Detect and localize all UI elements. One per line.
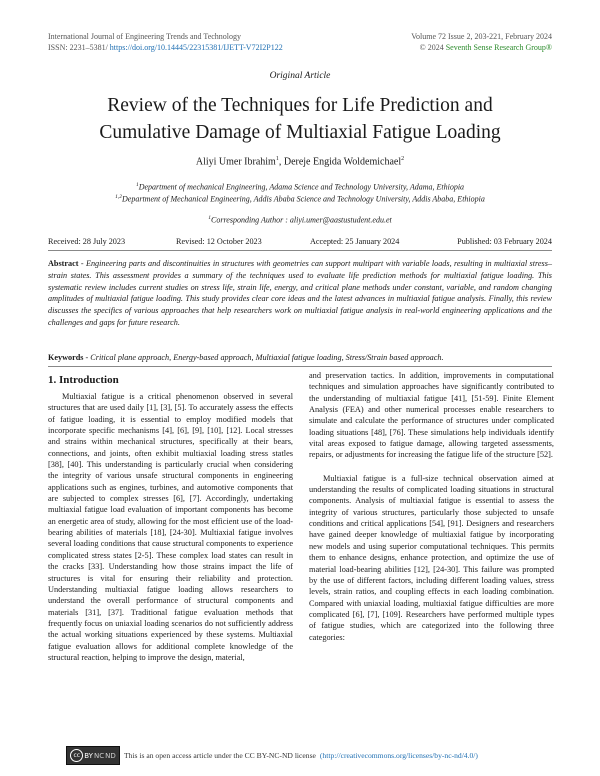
divider-top	[48, 250, 552, 251]
author-list	[0, 156, 600, 167]
affiliation-2-sup: 1,2	[115, 194, 123, 200]
nd-label: ND	[105, 751, 116, 760]
volume-header	[411, 31, 552, 53]
issn: ISSN: 2231–5381/	[48, 43, 108, 52]
abstract-label: Abstract	[48, 259, 79, 268]
published-date: Published: 03 February 2024	[457, 237, 552, 246]
copyright-year: © 2024	[419, 43, 444, 52]
license-footer	[66, 746, 552, 765]
right-paragraph-1: and preservation tactics. In addition, improvements in computational techniques and simulation approaches have significantly contributed to the understanding of multiaxial fatigue [41], [51-59]. Finite Element Analysis (FEA) and other numerical processes enable researchers to simulate and calculate the performance of structures under complicated loading situations [48], [76]. These simulations help individuals identify vital areas exposed to fatigue damage, allowing targeted assessments, repairs, or adjustments for increasing the fatigue life of the structure [52].	[309, 371, 554, 460]
journal-header	[48, 31, 283, 53]
received-date: Received: 28 July 2023	[48, 237, 126, 246]
keywords-label: Keywords	[48, 353, 84, 362]
title-line-1: Review of the Techniques for Life Prediction and	[107, 95, 493, 116]
affiliation-1-text: Department of mechanical Engineering, Adama Science and Technology University, Adama, Ethiopia	[138, 182, 465, 192]
divider-bottom	[48, 366, 552, 367]
title-line-2: Cumulative Damage of Multiaxial Fatigue Loading	[99, 122, 501, 143]
affiliation-1-sup: 1	[135, 182, 139, 188]
corresponding-sup: 1	[208, 215, 212, 221]
revised-date: Revised: 12 October 2023	[176, 237, 262, 246]
copyright-line	[411, 42, 552, 53]
journal-name: International Journal of Engineering Trends and Technology	[48, 32, 242, 41]
keywords-text: - Critical plane approach, Energy-based approach, Multiaxial fatigue loading, Stress/Strain based approach.	[83, 353, 444, 362]
publisher-name: Seventh Sense Research Group®	[445, 43, 552, 52]
license-link[interactable]: (http://creativecommons.org/licenses/by-nc-nd/4.0/)	[319, 751, 478, 760]
doi-link[interactable]: https://doi.org/10.14445/22315381/IJETT-V72I2P122	[109, 43, 283, 52]
volume-info: Volume 72 Issue 2, 203-221, February 2024	[411, 32, 552, 41]
author-2: Dereje Engida Woldemichael	[283, 156, 402, 168]
author-1-sup: 1	[275, 156, 279, 162]
section-heading: 1. Introduction	[48, 374, 119, 386]
affiliation-2	[0, 192, 600, 205]
left-column	[48, 391, 293, 663]
article-type: Original Article	[269, 71, 331, 81]
by-label: BY	[84, 751, 93, 760]
author-2-sup: 2	[401, 156, 405, 162]
affiliation-2-text: Department of Mechanical Engineering, Addis Ababa Science and Technology University, Addis Ababa, Ethiopia	[122, 194, 485, 204]
left-paragraph-1: Multiaxial fatigue is a critical phenomenon observed in several structures that are used daily [1], [3], [5]. To accurately assess the effects of fatigue loading, it is essential to employ modified models that incorporate specific mechanisms [4], [6], [9], [10], [12]. Local stresses and strains within mechanical structures, specifically at their bears, connections, and joints, often exhibit multiaxial loading stress statles [38], [40]. This understanding is particularly crucial when considering the integrity of various unsafe structural components in engineering applications such as engines, turbines, and automotive components that are subjected to complex stresses [6], [7]. Accordingly, undertaking multiaxial fatigue load evaluation of important components has become an energetic area of study, allowing for the most efficient use of the load-bearing abilities of materials [18], [24-30]. Multiaxial fatigue involves several loading conditions that cause structural components to experience complicated stress states [2-5]. These complex load states can result in the cracks [33]. Understanding how those strains impact the life of structures is vital for ensuring their reliability and protection. Understanding multiaxial fatigue loading allows researchers to understand the overall performance of structural components and materials [31], [37]. Traditional fatigue evaluation methods that frequently focus on uniaxial loading scenarios do not sufficiently address the actual working situations experienced by these systems. Multiaxial fatigue evaluation allows for additional complete knowledge of the structural reaction, helping to improve the design, material,	[48, 392, 293, 662]
keywords	[48, 352, 552, 363]
nc-label: NC	[93, 751, 105, 760]
author-separator: ,	[278, 156, 284, 168]
right-paragraph-2: Multiaxial fatigue is a full-size technical observation aimed at understanding the results of complicated loading situations in structural components. Analysis of multiaxial fatigue is essential to assess the integrity of various structures, particularly those subjected to unsafe conditions and critical applications [54], [91]. Designers and researchers have gained deeper knowledge of multiaxial fatigue by incorporating new models and using superior computational techniques. This permits them to enhance designs, enhance protection, and optimize the use of material load-bearing abilities [12], [24-30]. This failure was prompted by the use of different factors, including different loading values, stress levels, strain ratios, and coupling effects in each loading combination. Compared with uniaxial loading, multiaxial fatigue difficulties are more complicated [6], [7], [109]. Researchers have performed multiple types of fatigue studies, which are categorized into the following three categories:	[309, 473, 554, 642]
affiliation-1	[0, 180, 600, 193]
right-column	[309, 370, 554, 643]
corresponding-text[interactable]: Corresponding Author : aliyi.umer@aastustudent.edu.et	[211, 215, 392, 225]
author-1: Aliyi Umer Ibrahim	[195, 156, 276, 168]
license-text: This is an open access article under the CC BY-NC-ND license	[124, 751, 316, 760]
abstract-text: - Engineering parts and discontinuities in structures with geometries can support multipart with variable loads, resulting in multiaxial stress–strain states. This assessment provides a summary of the techniques used to evaluate life prediction methods for multiaxial fatigue loading. This systematic review includes current studies on stress life, strain life, energy, and critical plane methods under constant, variable, and random changing amplitudes of multiaxial fatigue loading. This study provides clear core ideas and the latest advances in multiaxial fatigue analysis. Finally, this review discusses the specifics of various approaches that help researchers work on multiaxial fatigue analysis in real-world engineering applications and the challenges and gaps for future research.	[48, 259, 552, 327]
accepted-date: Accepted: 25 January 2024	[310, 237, 400, 246]
cc-logo-icon: cc	[70, 749, 83, 762]
abstract	[48, 258, 552, 329]
issn-line	[48, 42, 283, 53]
paper-title	[0, 92, 600, 146]
cc-license-badge[interactable]	[66, 746, 120, 765]
corresponding-author	[0, 213, 600, 226]
